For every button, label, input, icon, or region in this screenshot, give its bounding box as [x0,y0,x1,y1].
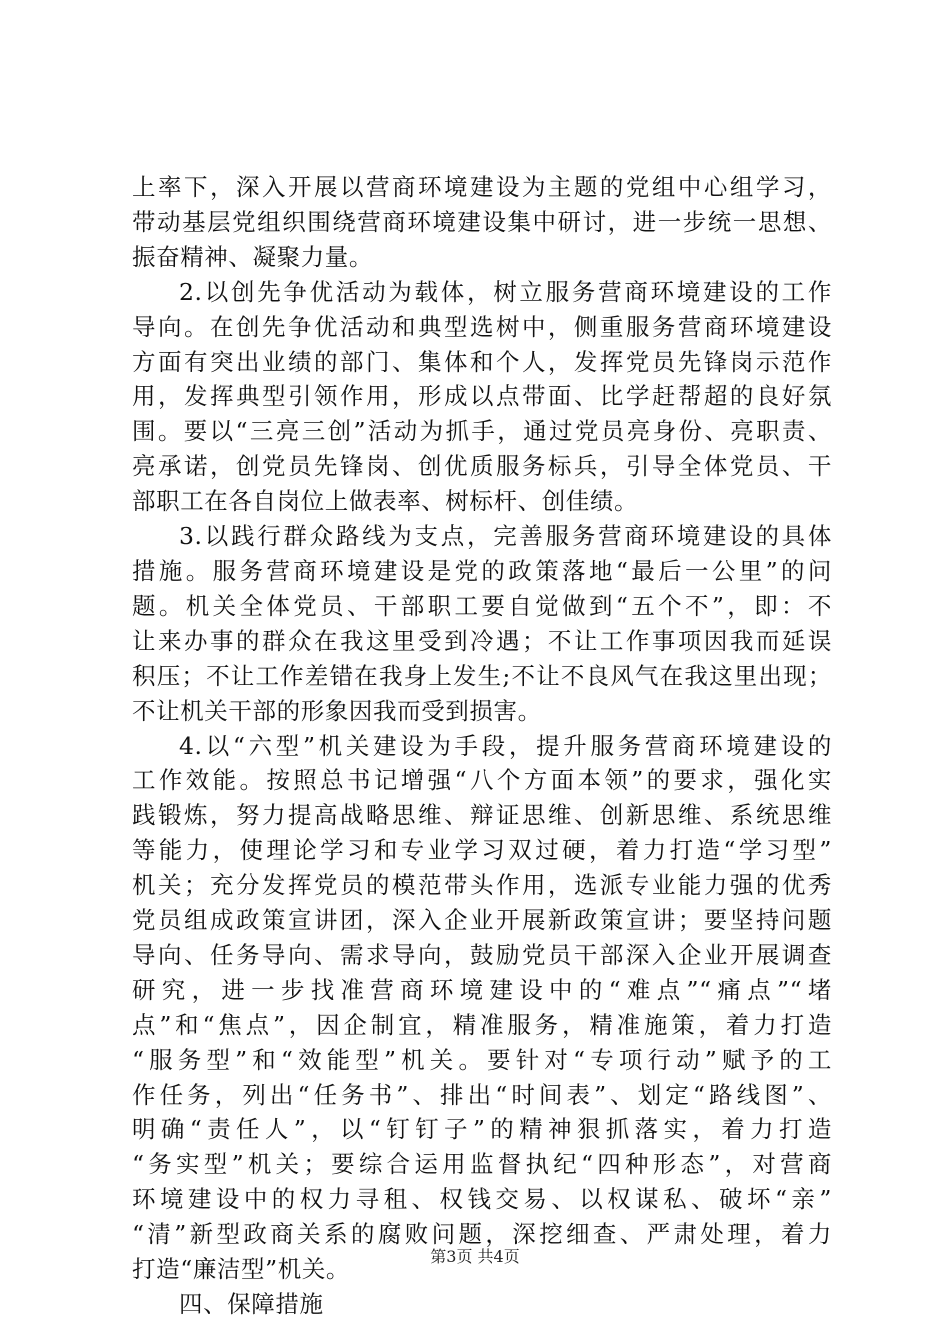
page-footer: 第3页 共4页 [430,1247,520,1266]
text-line: 亮承诺，创党员先锋岗、创优质服务标兵，引导全体党员、干 [132,452,832,481]
text-line: 践锻炼，努力提高战略思维、辩证思维、创新思维、系统思维 [132,801,832,830]
text-line: 研究，进一步找准营商环境建设中的“难点”“痛点”“堵 [132,975,832,1004]
text-line: 题。机关全体党员、干部职工要自觉做到“五个不”，即：不 [132,591,832,620]
text-line: 带动基层党组织围绕营商环境建设集中研讨，进一步统一思想、 [132,207,832,236]
text-line: 2.以创先争优活动为载体，树立服务营商环境建设的工作 [179,277,832,306]
text-line: 围。要以“三亮三创”活动为抓手，通过党员亮身份、亮职责、 [132,417,832,446]
text-line: 作任务，列出“任务书”、排出“时间表”、划定“路线图”、 [132,1080,832,1109]
text-line: 导向。在创先争优活动和典型选树中，侧重服务营商环境建设 [132,312,832,341]
text-line: 部职工在各自岗位上做表率、树标杆、创佳绩。 [132,487,639,516]
text-line: 导向、任务导向、需求导向，鼓励党员干部深入企业开展调查 [132,940,832,969]
text-line: 环境建设中的权力寻租、权钱交易、以权谋私、破坏“亲” [132,1185,832,1214]
document-body [132,170,832,1322]
text-line: 点”和“焦点”，因企制宜，精准服务，精准施策，着力打造 [132,1010,832,1039]
text-line: 让来办事的群众在我这里受到冷遇；不让工作事项因我而延误 [132,626,832,655]
text-line: 用，发挥典型引领作用，形成以点带面、比学赶帮超的良好氛 [132,382,832,411]
text-line: 党员组成政策宣讲团，深入企业开展新政策宣讲；要坚持问题 [132,906,832,935]
text-line: “服务型”和“效能型”机关。要针对“专项行动”赋予的工 [132,1045,832,1074]
text-line: 工作效能。按照总书记增强“八个方面本领”的要求，强化实 [132,766,832,795]
text-line: 机关；充分发挥党员的模范带头作用，选派专业能力强的优秀 [132,871,832,900]
text-line: 四、保障措施 [179,1290,324,1318]
text-line: 明确“责任人”，以“钉钉子”的精神狠抓落实，着力打造 [132,1115,832,1144]
text-line: “清”新型政商关系的腐败问题，深挖细查、严肃处理，着力 [132,1220,832,1249]
text-line: 积压；不让工作差错在我身上发生;不让不良风气在我这里出现； [132,661,832,690]
text-line: 等能力，使理论学习和专业学习双过硬，着力打造“学习型” [132,836,832,865]
text-line: 打造“廉洁型”机关。 [132,1255,351,1284]
text-line: 4.以“六型”机关建设为手段，提升服务营商环境建设的 [179,731,832,760]
text-line: 3.以践行群众路线为支点，完善服务营商环境建设的具体 [179,522,832,551]
text-line: 不让机关干部的形象因我而受到损害。 [132,696,542,725]
text-line: 措施。服务营商环境建设是党的政策落地“最后一公里”的问 [132,556,832,585]
text-line: 方面有突出业绩的部门、集体和个人，发挥党员先锋岗示范作 [132,347,832,376]
text-line: 上率下，深入开展以营商环境建设为主题的党组中心组学习， [132,173,832,201]
text-line: “务实型”机关；要综合运用监督执纪“四种形态”，对营商 [132,1150,832,1179]
text-line: 振奋精神、凝聚力量。 [132,242,373,271]
